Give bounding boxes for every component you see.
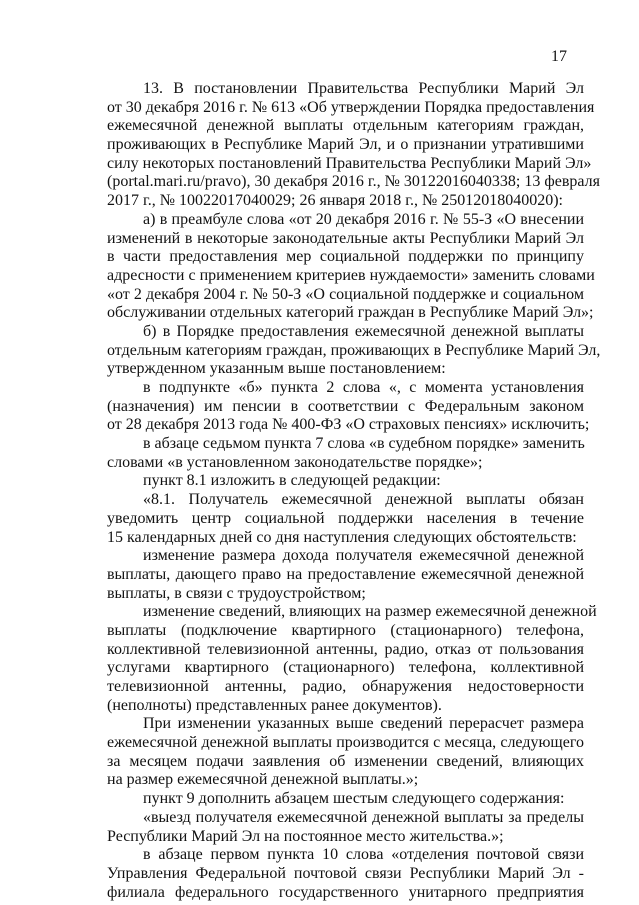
- text-line: пункт 9 дополнить абзацем шестым следующего содержания:: [143, 790, 565, 808]
- text-line: телевизионной антенны, радио, обнаружения недостоверности: [107, 678, 584, 695]
- text-line: отдельным категориям граждан, проживающих в Республике Марий Эл,: [107, 341, 601, 359]
- text-line: в части предоставления мер социальной поддержки по принципу: [107, 248, 584, 266]
- text-line: изменение сведений, влияющих на размер ежемесячной денежной: [143, 603, 597, 621]
- text-line: выплаты, в связи с трудоустройством;: [107, 584, 366, 602]
- text-line: изменений в некоторые законодательные акты Республики Марий Эл: [107, 229, 584, 247]
- text-line: утвержденном указанным выше постановлением:: [107, 360, 446, 378]
- text-line: (неполноты) представленных ранее документов).: [107, 696, 442, 714]
- text-line: филиала федерального государственного унитарного предприятия: [107, 883, 584, 901]
- text-line: а) в преамбуле слова «от 20 декабря 2016 г. № 55-З «О внесении: [143, 210, 584, 228]
- text-line: б) в Порядке предоставления ежемесячной денежной выплаты: [143, 322, 584, 340]
- text-line: 13. В постановлении Правительства Республики Марий Эл: [143, 80, 584, 97]
- text-line: (назначения) им пенсии в соответствии с Федеральным законом: [107, 397, 584, 415]
- text-line: «от 2 декабря 2004 г. № 50-З «О социальной поддержке и социальном: [107, 285, 584, 303]
- text-line: в подпункте «б» пункта 2 слова «, с момента установления: [143, 379, 584, 396]
- text-line: уведомить центр социальной поддержки населения в течение: [107, 509, 584, 527]
- text-line: проживающих в Республике Марий Эл, и о признании утратившими: [107, 136, 584, 154]
- text-line: ежемесячной денежной выплаты производится с месяца, следующего: [107, 734, 584, 752]
- text-line: коллективной телевизионной антенны, радио, отказ от пользования: [107, 640, 584, 658]
- page-number: 17: [551, 48, 567, 65]
- text-line: 2017 г., № 10022017040029; 26 января 2018 г., № 25012018040020):: [107, 192, 563, 210]
- text-line: При изменении указанных выше сведений перерасчет размера: [143, 715, 584, 733]
- text-line: от 30 декабря 2016 г. № 613 «Об утверждении Порядка предоставления: [107, 98, 595, 116]
- text-line: адресности с применением критериев нуждаемости» заменить словами: [107, 266, 595, 284]
- text-line: выплаты, дающего право на предоставление ежемесячной денежной: [107, 565, 584, 583]
- text-line: Управления Федеральной почтовой связи Республики Марий Эл -: [107, 864, 584, 882]
- text-line: выплаты (подключение квартирного (стационарного) телефона,: [107, 621, 584, 639]
- text-line: «8.1. Получатель ежемесячной денежной выплаты обязан: [143, 491, 584, 509]
- text-line: «выезд получателя ежемесячной денежной выплаты за пределы: [143, 808, 584, 826]
- document-body: [107, 80, 601, 902]
- text-line: ежемесячной денежной выплаты отдельным категориям граждан,: [107, 117, 584, 135]
- text-line: 15 календарных дней со дня наступления следующих обстоятельств:: [107, 528, 577, 546]
- text-line: услугами квартирного (стационарного) телефона, коллективной: [107, 659, 584, 677]
- text-line: силу некоторых постановлений Правительства Республики Марий Эл»: [107, 154, 592, 172]
- text-line: обслуживании отдельных категорий граждан в Республике Марий Эл»;: [107, 304, 594, 322]
- text-line: в абзаце седьмом пункта 7 слова «в судебном порядке» заменить: [143, 435, 585, 453]
- text-line: пункт 8.1 изложить в следующей редакции:: [143, 472, 441, 490]
- text-line: от 28 декабря 2013 года № 400-ФЗ «О страховых пенсиях» исключить;: [107, 416, 590, 434]
- text-line: за месяцем подачи заявления об изменении сведений, влияющих: [107, 752, 584, 770]
- text-line: на размер ежемесячной денежной выплаты.»;: [107, 771, 419, 789]
- text-line: изменение размера дохода получателя ежемесячной денежной: [143, 547, 584, 565]
- text-line: в абзаце первом пункта 10 слова «отделения почтовой связи: [143, 846, 584, 864]
- text-line: словами «в установленном законодательстве порядке»;: [107, 453, 483, 471]
- text-line: Республики Марий Эл на постоянное место жительства.»;: [107, 827, 504, 845]
- text-line: (portal.mari.ru/pravo), 30 декабря 2016 г., № 30122016040338; 13 февраля: [107, 173, 600, 191]
